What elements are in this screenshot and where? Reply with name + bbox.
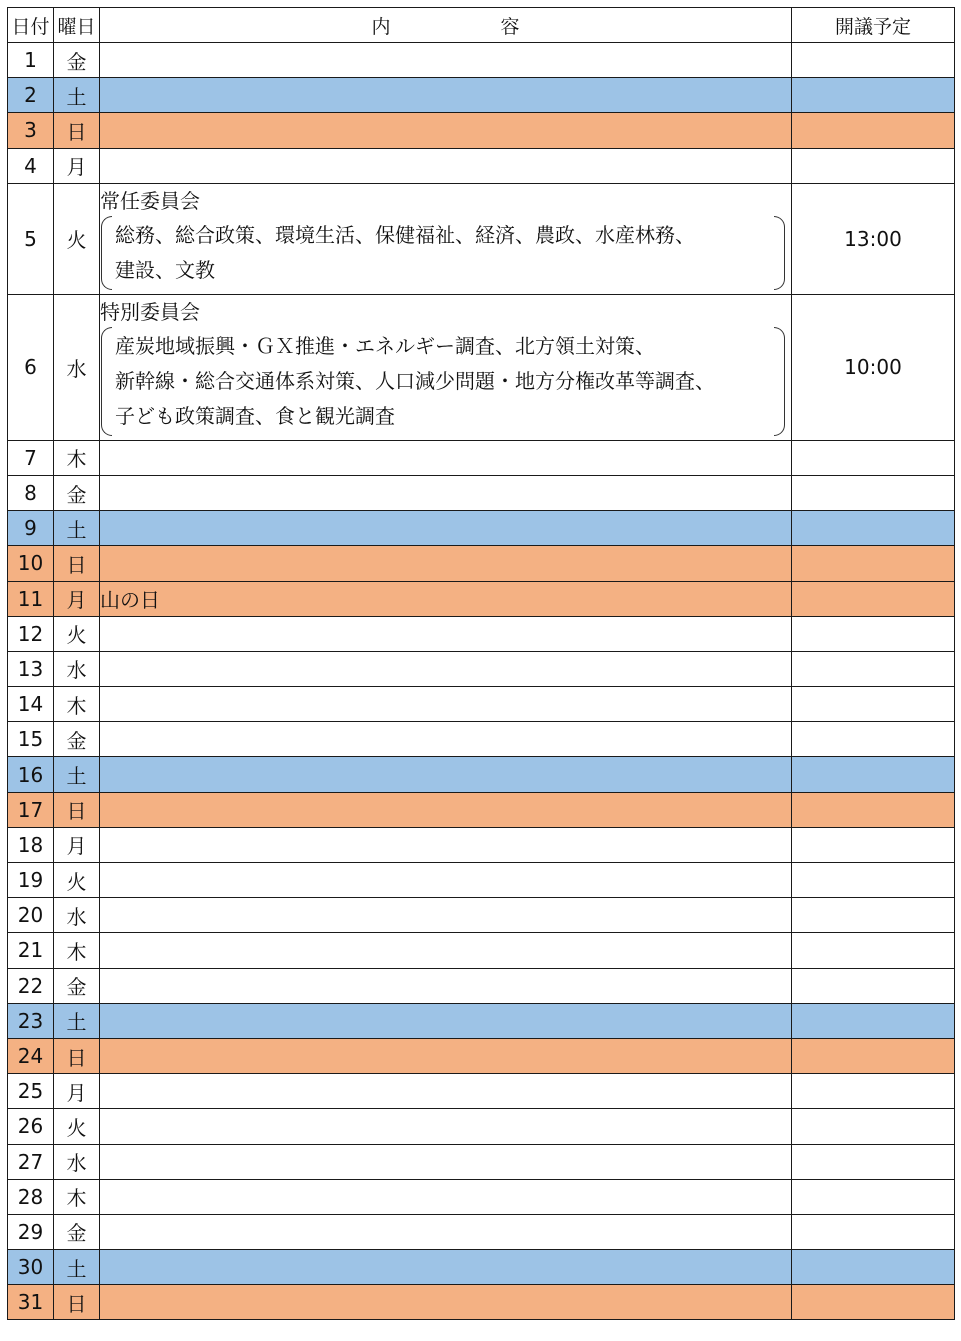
- date-cell: 6: [8, 294, 54, 440]
- content-cell: [100, 1179, 792, 1214]
- schedule-time-cell: [792, 1074, 955, 1109]
- schedule-time-cell: [792, 1038, 955, 1073]
- content-cell: [100, 1003, 792, 1038]
- header-row: [8, 8, 955, 43]
- day-of-week-cell: 木: [54, 440, 100, 475]
- table-row: [8, 616, 955, 651]
- table-row: [8, 722, 955, 757]
- date-cell: 1: [8, 43, 54, 78]
- content-cell: [100, 1144, 792, 1179]
- content-cell: [100, 148, 792, 183]
- schedule-time-cell: [792, 440, 955, 475]
- date-cell: 15: [8, 722, 54, 757]
- date-cell: 7: [8, 440, 54, 475]
- content-cell: [100, 827, 792, 862]
- header-day-of-week: 曜日: [54, 8, 100, 43]
- date-cell: 14: [8, 687, 54, 722]
- day-of-week-cell: 日: [54, 1038, 100, 1073]
- day-of-week-cell: 土: [54, 1250, 100, 1285]
- table-row: [8, 1074, 955, 1109]
- content-cell: [100, 511, 792, 546]
- schedule-time-cell: [792, 475, 955, 510]
- day-of-week-cell: 火: [54, 863, 100, 898]
- header-content-left: 内: [371, 15, 391, 38]
- table-row: [8, 898, 955, 933]
- content-cell: [100, 43, 792, 78]
- schedule-time-cell: [792, 1250, 955, 1285]
- date-cell: 12: [8, 616, 54, 651]
- table-row: [8, 792, 955, 827]
- day-of-week-cell: 火: [54, 1109, 100, 1144]
- table-row: [8, 43, 955, 78]
- table-row: [8, 440, 955, 475]
- schedule-time-cell: [792, 616, 955, 651]
- content-cell: [100, 581, 792, 616]
- table-row: [8, 1285, 955, 1320]
- date-cell: 3: [8, 113, 54, 148]
- date-cell: 31: [8, 1285, 54, 1320]
- day-of-week-cell: 日: [54, 792, 100, 827]
- table-row: [8, 687, 955, 722]
- schedule-time-cell: [792, 757, 955, 792]
- committee-line: 建設、文教: [115, 257, 215, 282]
- committee-title: 特別委員会: [100, 299, 200, 324]
- table-row: [8, 827, 955, 862]
- table-row: [8, 1144, 955, 1179]
- day-of-week-cell: 月: [54, 1074, 100, 1109]
- date-cell: 21: [8, 933, 54, 968]
- date-cell: 24: [8, 1038, 54, 1073]
- content-cell: [100, 1285, 792, 1320]
- day-of-week-cell: 火: [54, 616, 100, 651]
- content-cell: [100, 863, 792, 898]
- date-cell: 26: [8, 1109, 54, 1144]
- date-cell: 28: [8, 1179, 54, 1214]
- content-cell: [100, 475, 792, 510]
- content-cell: [100, 1250, 792, 1285]
- day-of-week-cell: 土: [54, 1003, 100, 1038]
- date-cell: 11: [8, 581, 54, 616]
- committee-line: 産炭地域振興・ＧＸ推進・エネルギー調査、北方領土対策、: [115, 333, 655, 358]
- day-of-week-cell: 金: [54, 1214, 100, 1249]
- schedule-time-cell: [792, 1285, 955, 1320]
- schedule-time-cell: 10:00: [792, 294, 955, 440]
- date-cell: 9: [8, 511, 54, 546]
- date-cell: 8: [8, 475, 54, 510]
- content-cell: [100, 183, 792, 294]
- table-row: [8, 1003, 955, 1038]
- content-cell: [100, 440, 792, 475]
- schedule-time-cell: [792, 78, 955, 113]
- date-cell: 20: [8, 898, 54, 933]
- table-row: [8, 651, 955, 686]
- schedule-time-cell: [792, 43, 955, 78]
- content-cell: [100, 1214, 792, 1249]
- schedule-time-cell: [792, 511, 955, 546]
- table-row: [8, 968, 955, 1003]
- schedule-time-cell: [792, 722, 955, 757]
- schedule-time-cell: [792, 1144, 955, 1179]
- schedule-time-cell: [792, 863, 955, 898]
- date-cell: 10: [8, 546, 54, 581]
- date-cell: 18: [8, 827, 54, 862]
- header-content: [100, 8, 792, 43]
- day-of-week-cell: 土: [54, 757, 100, 792]
- schedule-time-cell: [792, 1179, 955, 1214]
- schedule-time-cell: [792, 1003, 955, 1038]
- session-schedule-table: [7, 7, 955, 1320]
- table-row: [8, 1214, 955, 1249]
- table-row: [8, 546, 955, 581]
- schedule-time-cell: 13:00: [792, 183, 955, 294]
- day-of-week-cell: 土: [54, 78, 100, 113]
- day-of-week-cell: 金: [54, 722, 100, 757]
- content-cell: [100, 113, 792, 148]
- schedule-body: [8, 43, 955, 1320]
- schedule-time-cell: [792, 933, 955, 968]
- content-cell: [100, 792, 792, 827]
- table-row: [8, 475, 955, 510]
- schedule-time-cell: [792, 1214, 955, 1249]
- day-of-week-cell: 日: [54, 546, 100, 581]
- day-of-week-cell: 土: [54, 511, 100, 546]
- committee-line: 総務、総合政策、環境生活、保健福祉、経済、農政、水産林務、: [115, 222, 695, 247]
- date-cell: 5: [8, 183, 54, 294]
- committee-line: 子ども政策調査、食と観光調査: [115, 403, 395, 428]
- day-of-week-cell: 水: [54, 651, 100, 686]
- date-cell: 29: [8, 1214, 54, 1249]
- day-of-week-cell: 金: [54, 968, 100, 1003]
- table-row: [8, 757, 955, 792]
- table-row: [8, 78, 955, 113]
- date-cell: 27: [8, 1144, 54, 1179]
- content-cell: [100, 616, 792, 651]
- table-row: [8, 294, 955, 440]
- table-row: [8, 511, 955, 546]
- date-cell: 30: [8, 1250, 54, 1285]
- table-row: [8, 113, 955, 148]
- committee-list: [101, 327, 785, 436]
- schedule-time-cell: [792, 898, 955, 933]
- date-cell: 13: [8, 651, 54, 686]
- day-of-week-cell: 木: [54, 1179, 100, 1214]
- schedule-time-cell: [792, 113, 955, 148]
- content-cell: [100, 968, 792, 1003]
- date-cell: 17: [8, 792, 54, 827]
- day-of-week-cell: 水: [54, 898, 100, 933]
- committee-list: [101, 216, 785, 290]
- day-of-week-cell: 月: [54, 581, 100, 616]
- day-of-week-cell: 日: [54, 1285, 100, 1320]
- day-of-week-cell: 水: [54, 1144, 100, 1179]
- day-of-week-cell: 金: [54, 43, 100, 78]
- header-schedule: 開議予定: [792, 8, 955, 43]
- day-of-week-cell: 日: [54, 113, 100, 148]
- date-cell: 4: [8, 148, 54, 183]
- date-cell: 19: [8, 863, 54, 898]
- content-text: 山の日: [100, 588, 160, 613]
- content-cell: [100, 722, 792, 757]
- content-cell: [100, 546, 792, 581]
- content-cell: [100, 1038, 792, 1073]
- table-row: [8, 1038, 955, 1073]
- content-cell: [100, 1109, 792, 1144]
- day-of-week-cell: 水: [54, 294, 100, 440]
- day-of-week-cell: 木: [54, 933, 100, 968]
- schedule-time-cell: [792, 1109, 955, 1144]
- day-of-week-cell: 月: [54, 827, 100, 862]
- table-row: [8, 148, 955, 183]
- table-row: [8, 1179, 955, 1214]
- date-cell: 2: [8, 78, 54, 113]
- day-of-week-cell: 火: [54, 183, 100, 294]
- content-cell: [100, 898, 792, 933]
- day-of-week-cell: 木: [54, 687, 100, 722]
- header-date: 日付: [8, 8, 54, 43]
- content-cell: [100, 294, 792, 440]
- schedule-time-cell: [792, 687, 955, 722]
- content-cell: [100, 78, 792, 113]
- content-cell: [100, 933, 792, 968]
- schedule-time-cell: [792, 148, 955, 183]
- header-content-right: 容: [500, 15, 520, 38]
- schedule-time-cell: [792, 651, 955, 686]
- committee-line: 新幹線・総合交通体系対策、人口減少問題・地方分権改革等調査、: [115, 368, 715, 393]
- date-cell: 23: [8, 1003, 54, 1038]
- content-cell: [100, 1074, 792, 1109]
- schedule-time-cell: [792, 827, 955, 862]
- date-cell: 22: [8, 968, 54, 1003]
- content-cell: [100, 757, 792, 792]
- committee-title: 常任委員会: [100, 188, 200, 213]
- table-row: [8, 1109, 955, 1144]
- table-row: [8, 1250, 955, 1285]
- date-cell: 16: [8, 757, 54, 792]
- day-of-week-cell: 金: [54, 475, 100, 510]
- date-cell: 25: [8, 1074, 54, 1109]
- day-of-week-cell: 月: [54, 148, 100, 183]
- schedule-time-cell: [792, 581, 955, 616]
- table-row: [8, 933, 955, 968]
- schedule-time-cell: [792, 546, 955, 581]
- table-row: [8, 581, 955, 616]
- table-row: [8, 183, 955, 294]
- content-cell: [100, 687, 792, 722]
- schedule-time-cell: [792, 968, 955, 1003]
- schedule-time-cell: [792, 792, 955, 827]
- table-row: [8, 863, 955, 898]
- content-cell: [100, 651, 792, 686]
